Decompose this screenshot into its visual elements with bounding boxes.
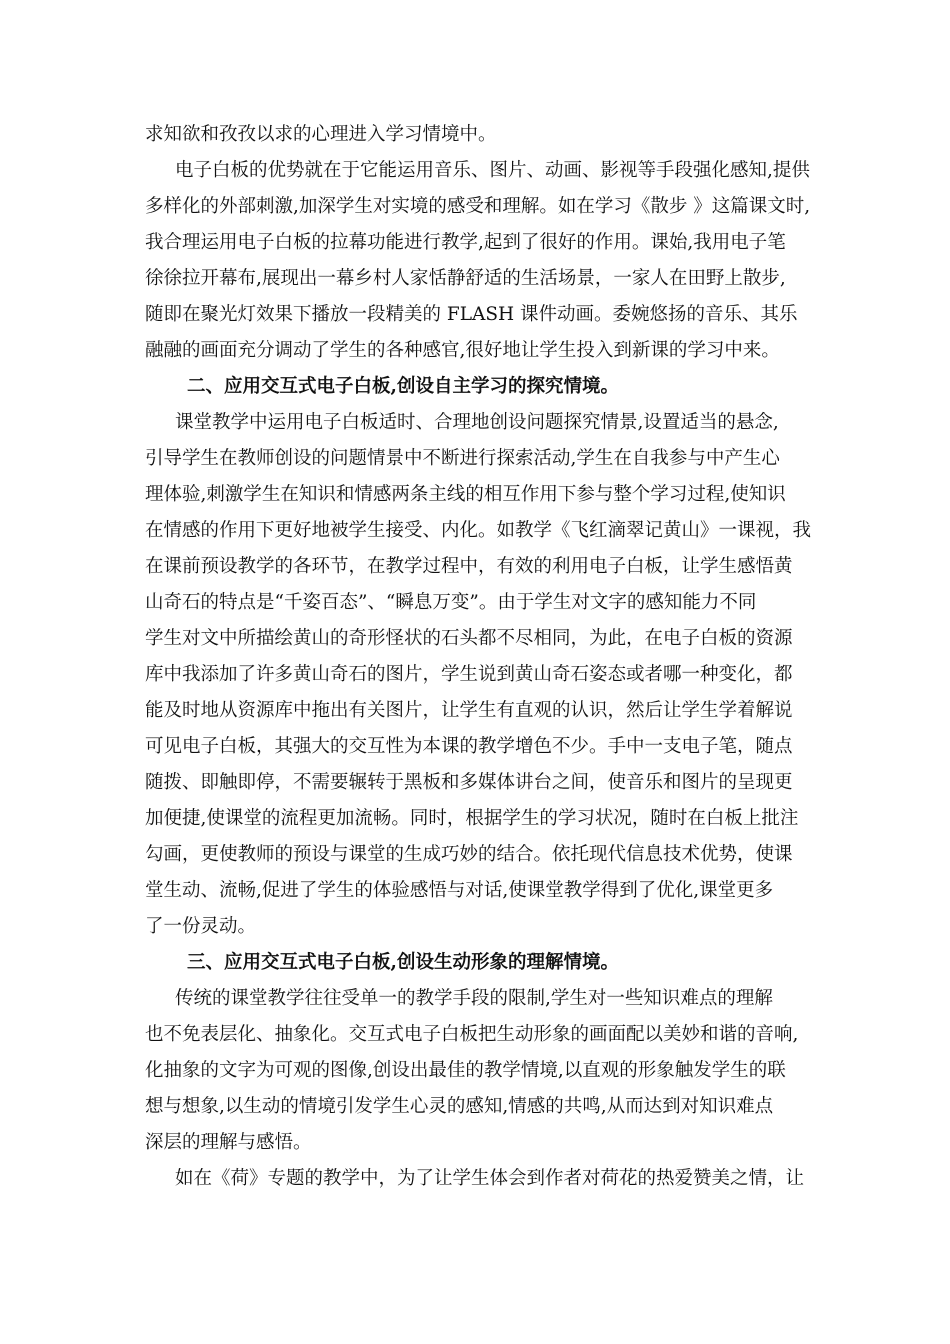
paragraph-line: 在情感的作用下更好地被学生接受、内化。如教学《飞红滴翠记黄山》一课视，我	[145, 520, 812, 541]
paragraph-line: 了一份灵动。	[145, 916, 257, 937]
paragraph-line: 想与想象,以生动的情境引发学生心灵的感知,情感的共鸣,从而达到对知识难点	[145, 1096, 774, 1117]
paragraph-line: 堂生动、流畅,促进了学生的体验感悟与对话,使课堂教学得到了优化,课堂更多	[145, 880, 774, 901]
paragraph-line: 深层的理解与感悟。	[145, 1132, 312, 1153]
paragraph-line: 课堂教学中运用电子白板适时、合理地创设问题探究情景,设置适当的悬念,	[175, 412, 779, 433]
paragraph-line: 学生对文中所描绘黄山的奇形怪状的石头都不尽相同，为此，在电子白板的资源	[145, 628, 793, 649]
section-heading: 二、应用交互式电子白板,创设自主学习的探究情境。	[187, 376, 619, 397]
paragraph-line: 也不免表层化、抽象化。交互式电子白板把生动形象的画面配以美妙和谐的音响,	[145, 1024, 799, 1045]
paragraph-line: 随即在聚光灯效果下播放一段精美的 FLASH 课件动画。委婉悠扬的音乐、其乐	[145, 304, 798, 325]
paragraph-line: 融融的画面充分调动了学生的各种感官,很好地让学生投入到新课的学习中来。	[145, 340, 780, 361]
paragraph-line: 我合理运用电子白板的拉幕功能进行教学,起到了很好的作用。课始,我用电子笔	[145, 232, 786, 253]
paragraph-line: 求知欲和孜孜以求的心理进入学习情境中。	[145, 124, 497, 145]
paragraph-line: 电子白板的优势就在于它能运用音乐、图片、动画、影视等手段强化感知,提供	[175, 160, 810, 181]
paragraph-line: 传统的课堂教学往往受单一的教学手段的限制,学生对一些知识难点的理解	[175, 988, 773, 1009]
paragraph-line: 加便捷,使课堂的流程更加流畅。同时，根据学生的学习状况，随时在白板上批注	[145, 808, 799, 829]
paragraph-line: 随拨、即触即停，不需要辗转于黑板和多媒体讲台之间，使音乐和图片的呈现更	[145, 772, 793, 793]
paragraph-line: 能及时地从资源库中拖出有关图片，让学生有直观的认识，然后让学生学着解说	[145, 700, 793, 721]
paragraph-line: 在课前预设教学的各环节，在教学过程中，有效的利用电子白板，让学生感悟黄	[145, 556, 793, 577]
paragraph-line: 如在《荷》专题的教学中，为了让学生体会到作者对荷花的热爱赞美之情，让	[175, 1168, 805, 1189]
paragraph-line: 可见电子白板，其强大的交互性为本课的教学增色不少。手中一支电子笔，随点	[145, 736, 793, 757]
paragraph-line: 引导学生在教师创设的问题情景中不断进行探索活动,学生在自我参与中产生心	[145, 448, 780, 469]
paragraph-line: 徐徐拉开幕布,展现出一幕乡村人家恬静舒适的生活场景，一家人在田野上散步,	[145, 268, 786, 289]
paragraph-line: 理体验,刺激学生在知识和情感两条主线的相互作用下参与整个学习过程,使知识	[145, 484, 786, 505]
paragraph-line: 库中我添加了许多黄山奇石的图片，学生说到黄山奇石姿态或者哪一种变化，都	[145, 664, 793, 685]
paragraph-line: 勾画，更使教师的预设与课堂的生成巧妙的结合。依托现代信息技术优势，使课	[145, 844, 793, 865]
paragraph-line: 多样化的外部刺激,加深学生对实境的感受和理解。如在学习《散步 》这篇课文时,	[145, 196, 811, 217]
paragraph-line: 山奇石的特点是“千姿百态”、“瞬息万变”。由于学生对文字的感知能力不同	[145, 592, 757, 613]
paragraph-line: 化抽象的文字为可观的图像,创设出最佳的教学情境,以直观的形象触发学生的联	[145, 1060, 786, 1081]
section-heading: 三、应用交互式电子白板,创设生动形象的理解情境。	[187, 952, 619, 973]
